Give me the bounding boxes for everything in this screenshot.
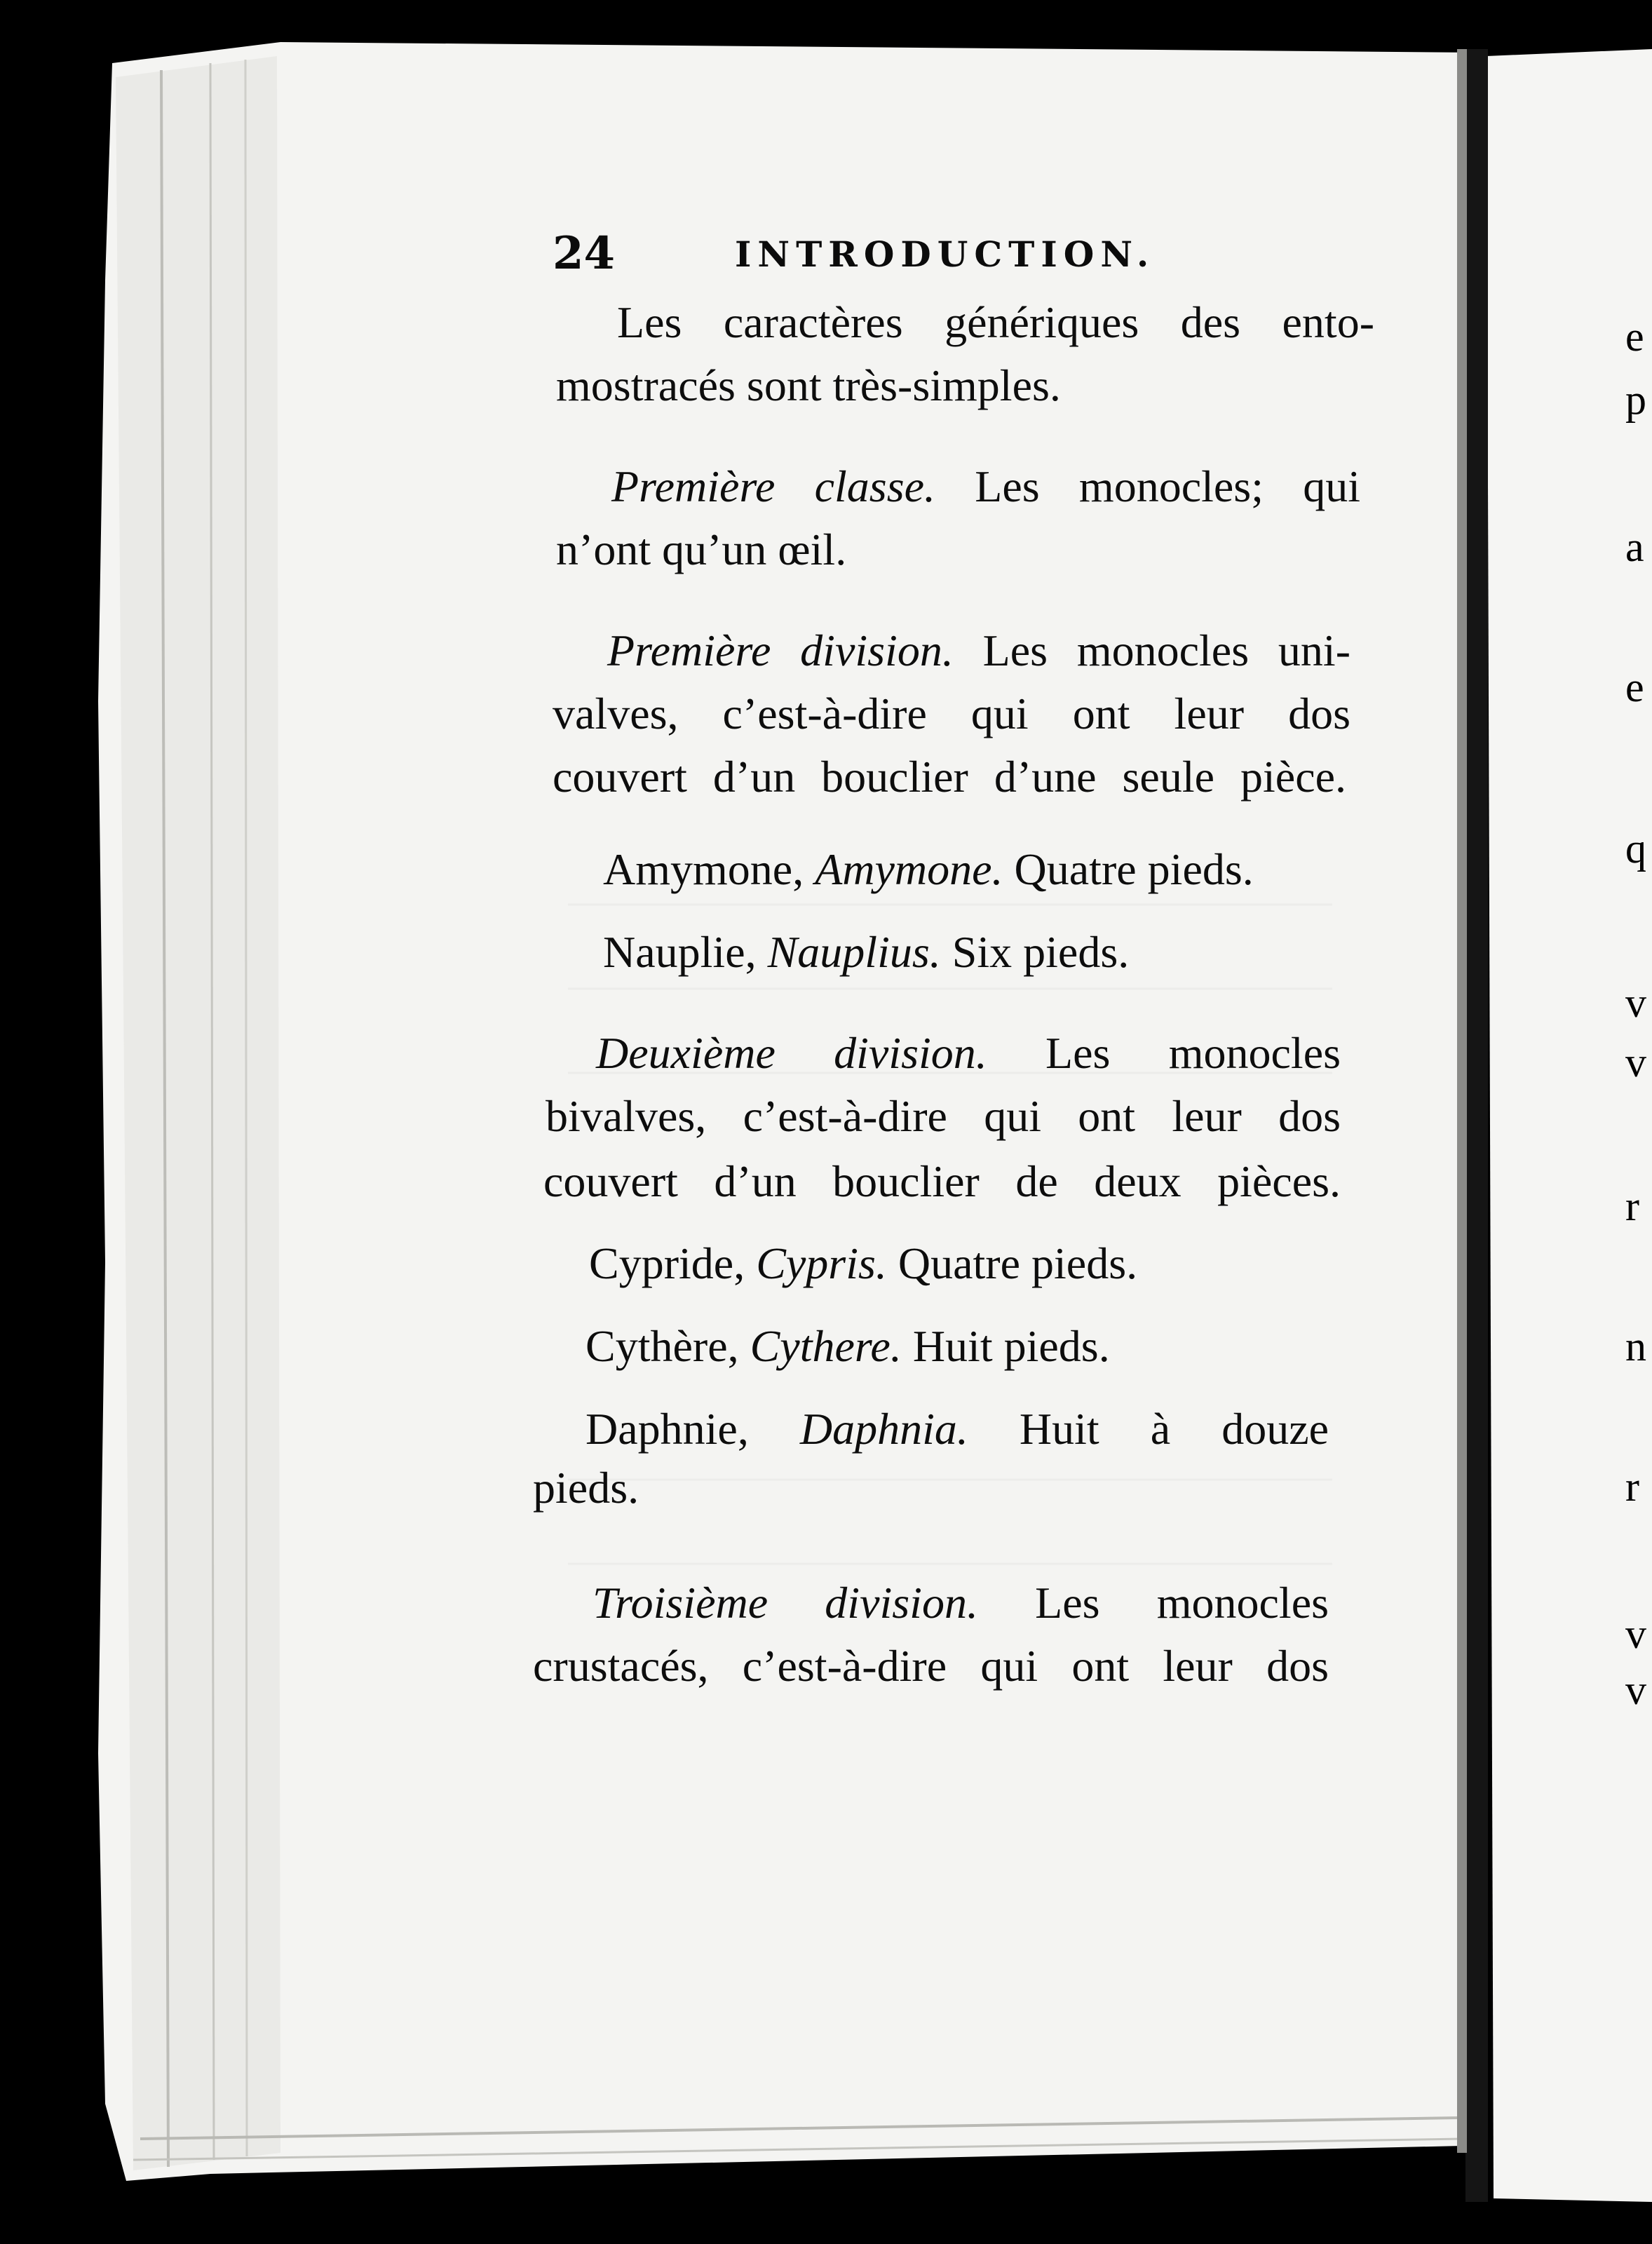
facing-page-letter: p (1625, 377, 1646, 423)
facing-page-letter: a (1625, 524, 1644, 570)
text-line: pieds. (533, 1463, 639, 1513)
text-line: crustacés, c’est-à-dire qui ont leur dos (533, 1641, 1329, 1691)
facing-page-letter: r (1625, 1183, 1639, 1229)
facing-page-letter: r (1625, 1464, 1639, 1510)
text-line: Troisième division. Les monocles (593, 1578, 1329, 1628)
italic-heading: Troisième division. (593, 1578, 978, 1628)
text-line: Première division. Les monocles uni- (607, 626, 1350, 675)
facing-page-letter: e (1625, 313, 1644, 360)
text-line: couvert d’un bouclier d’une seule pièce. (553, 752, 1346, 802)
italic-heading: Première classe. (611, 461, 936, 511)
italic-heading: Première division. (607, 626, 954, 675)
facing-page-letter: q (1625, 825, 1646, 872)
page-number: 24 (553, 227, 616, 280)
text-line: valves, c’est-à-dire qui ont leur dos (553, 689, 1350, 738)
genus-entry: Cypride, Cypris. Quatre pieds. (589, 1238, 1138, 1288)
facing-page-letter: v (1625, 1611, 1646, 1657)
facing-page-letter: v (1625, 1039, 1646, 1086)
running-head-title: INTRODUCTION. (735, 234, 1156, 275)
text-line: mostracés sont très-simples. (556, 360, 1061, 410)
facing-page-letter: v (1625, 980, 1646, 1026)
text-line: couvert d’un bouclier de deux pièces. (543, 1156, 1341, 1206)
genus-entry: Cythère, Cythere. Huit pieds. (585, 1321, 1110, 1371)
text-line: n’ont qu’un œil. (556, 525, 847, 574)
text-line: Première classe. Les monocles; qui (611, 461, 1361, 511)
text-line: Les caractères génériques des ento- (617, 297, 1374, 347)
text-line: Deuxième division. Les monocles (596, 1028, 1341, 1078)
facing-page-letter: v (1625, 1667, 1646, 1713)
facing-page-letter: n (1625, 1323, 1646, 1370)
italic-heading: Deuxième division. (596, 1028, 987, 1078)
genus-entry: Amymone, Amymone. Quatre pieds. (603, 844, 1254, 894)
text-line: bivalves, c’est-à-dire qui ont leur dos (546, 1091, 1341, 1141)
genus-entry: Daphnie, Daphnia. Huit à douze (585, 1404, 1329, 1454)
genus-entry: Nauplie, Nauplius. Six pieds. (603, 927, 1130, 977)
facing-page-letter: e (1625, 664, 1644, 710)
